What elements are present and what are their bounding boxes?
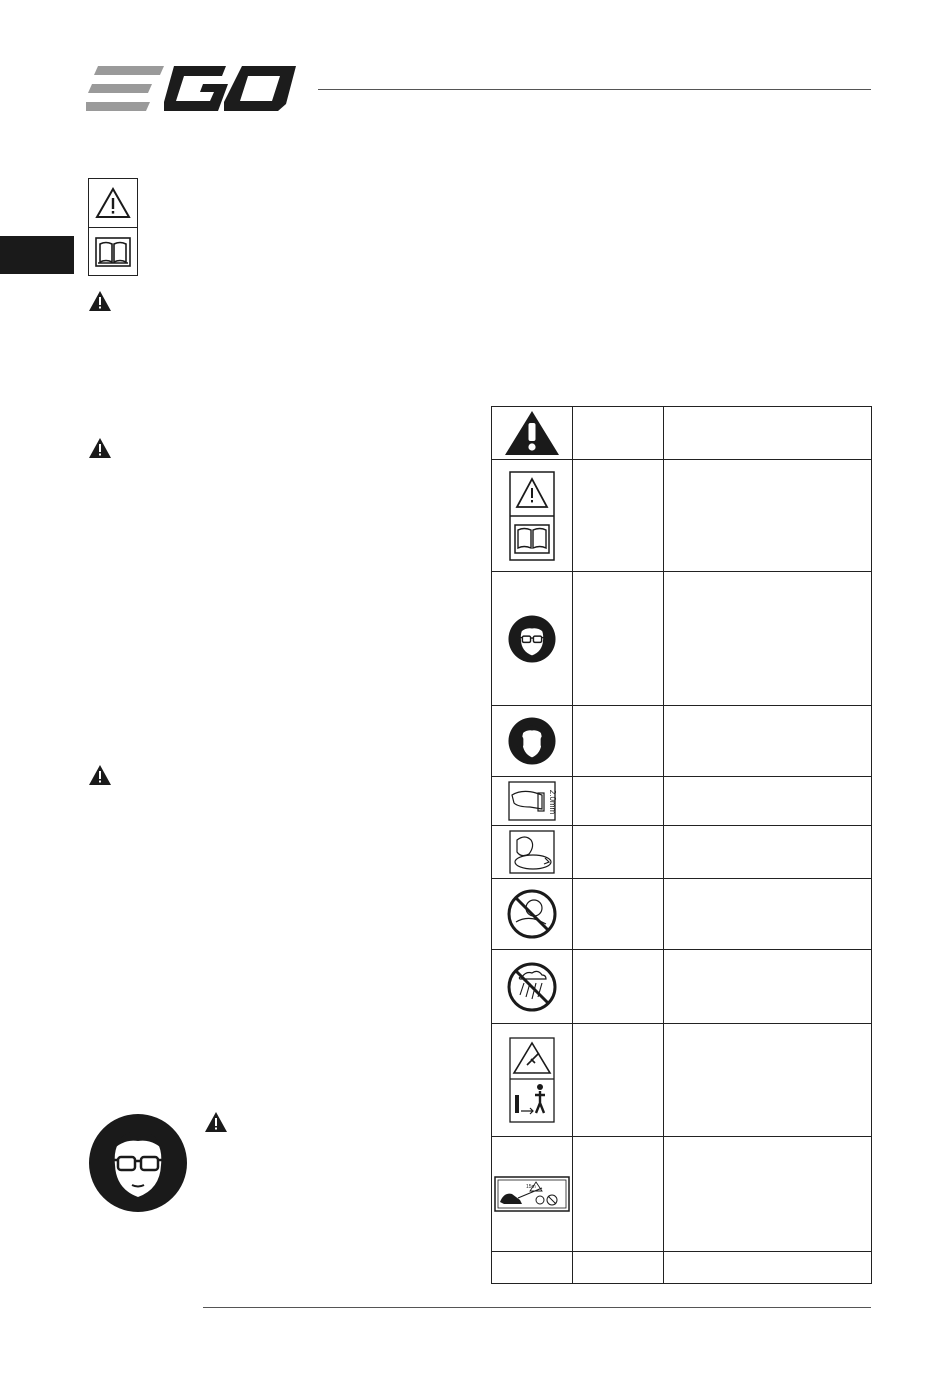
symbol-explanation-cell bbox=[664, 1252, 872, 1284]
symbol-name-cell bbox=[572, 706, 663, 777]
symbols-table bbox=[491, 406, 872, 1284]
safe-distance-text: 15m bbox=[525, 1184, 536, 1190]
table-row bbox=[492, 460, 872, 572]
no-rain-icon bbox=[506, 961, 558, 1013]
symbol-name-cell bbox=[572, 1137, 663, 1252]
table-row bbox=[492, 826, 872, 879]
safety-glasses-icon bbox=[88, 1113, 188, 1213]
symbol-icon-cell bbox=[492, 879, 573, 950]
table-row bbox=[492, 950, 872, 1024]
safety-alert-triangle-icon bbox=[504, 409, 560, 457]
symbol-icon-cell bbox=[492, 950, 573, 1024]
rotation-direction-icon bbox=[509, 830, 555, 874]
table-row bbox=[492, 572, 872, 706]
no-blade-icon bbox=[506, 888, 558, 940]
symbol-icon-cell bbox=[492, 460, 573, 572]
line-diameter-text: 2.0mm bbox=[547, 789, 557, 815]
warning-triangle-icon bbox=[89, 179, 137, 227]
warning-icon bbox=[88, 437, 112, 459]
symbol-icon-cell bbox=[492, 407, 573, 460]
table-row bbox=[492, 706, 872, 777]
symbol-name-cell bbox=[572, 950, 663, 1024]
table-row bbox=[492, 1024, 872, 1137]
symbol-icon-cell bbox=[492, 1024, 573, 1137]
warning-icon bbox=[88, 764, 112, 786]
symbol-name-cell bbox=[572, 460, 663, 572]
symbol-explanation-cell bbox=[664, 950, 872, 1024]
symbol-name-cell bbox=[572, 826, 663, 879]
logo-e-bars bbox=[86, 66, 164, 111]
logo-go-letters bbox=[164, 66, 296, 111]
symbol-icon-cell bbox=[492, 1137, 573, 1252]
symbol-explanation-cell bbox=[664, 777, 872, 826]
ego-logo bbox=[86, 64, 298, 114]
symbol-icon-cell bbox=[492, 777, 573, 826]
symbol-name-cell bbox=[572, 879, 663, 950]
symbol-explanation-cell bbox=[664, 826, 872, 879]
warning-icon bbox=[204, 1111, 228, 1133]
language-tab bbox=[0, 236, 74, 274]
ear-protection-icon bbox=[508, 717, 556, 765]
read-manual-icon bbox=[89, 227, 137, 276]
symbol-explanation-cell bbox=[664, 1137, 872, 1252]
eye-protection-icon bbox=[508, 615, 556, 663]
symbol-icon-cell bbox=[492, 572, 573, 706]
symbol-explanation-cell bbox=[664, 407, 872, 460]
table-row bbox=[492, 1252, 872, 1284]
symbol-name-cell bbox=[572, 1252, 663, 1284]
warning-read-manual-icon bbox=[509, 471, 555, 561]
warning-read-manual-label bbox=[88, 178, 138, 276]
symbol-name-cell bbox=[572, 777, 663, 826]
symbol-icon-cell bbox=[492, 1252, 573, 1284]
symbol-name-cell bbox=[572, 407, 663, 460]
table-row bbox=[492, 407, 872, 460]
symbol-name-cell bbox=[572, 572, 663, 706]
symbol-explanation-cell bbox=[664, 879, 872, 950]
line-diameter-icon bbox=[508, 781, 556, 821]
symbol-explanation-cell bbox=[664, 460, 872, 572]
symbol-explanation-cell bbox=[664, 1024, 872, 1137]
warning-icon bbox=[88, 290, 112, 312]
symbol-explanation-cell bbox=[664, 572, 872, 706]
table-row bbox=[492, 879, 872, 950]
symbol-name-cell bbox=[572, 1024, 663, 1137]
footer-rule bbox=[203, 1307, 871, 1308]
table-row bbox=[492, 1137, 872, 1252]
header-rule bbox=[318, 89, 871, 90]
symbol-icon-cell bbox=[492, 706, 573, 777]
table-row bbox=[492, 777, 872, 826]
symbol-icon-cell bbox=[492, 826, 573, 879]
symbol-explanation-cell bbox=[664, 706, 872, 777]
safe-distance-label-icon bbox=[494, 1176, 570, 1212]
thrown-objects-keep-distance-icon bbox=[509, 1037, 555, 1123]
